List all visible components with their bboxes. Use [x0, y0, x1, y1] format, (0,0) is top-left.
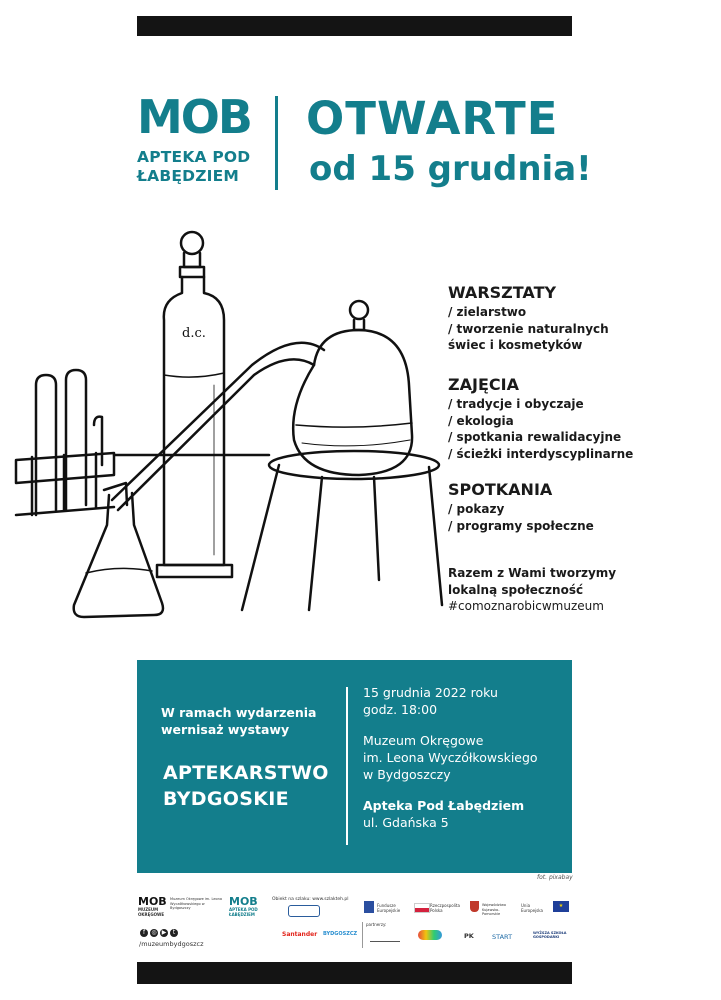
ue-text: Unia Europejska — [521, 903, 543, 913]
partner-logo-1 — [370, 933, 400, 942]
museum-line1: Muzeum Okręgowe — [363, 733, 484, 748]
event-intro-line2: wernisaż wystawy — [161, 722, 290, 737]
warsztaty-item: świec i kosmetyków — [448, 338, 583, 352]
museum-line3: w Bydgoszczy — [363, 767, 451, 782]
hashtag: #comoznarobicwmuzeum — [448, 599, 604, 613]
spotkania-title: SPOTKANIA — [448, 480, 553, 499]
venue-name: Apteka Pod Łabędziem — [363, 798, 525, 813]
santander-logo: Santander — [282, 931, 318, 938]
event-time: godz. 18:00 — [363, 702, 438, 717]
logo-subtitle-line2: ŁABĘDZIEM — [137, 167, 240, 185]
footer-divider — [362, 922, 363, 948]
twitter-icon[interactable]: t — [170, 929, 178, 937]
museum-line2: im. Leona Wyczółkowskiego — [363, 750, 538, 765]
poland-flag-icon — [414, 903, 430, 913]
cylinder-label: d.c. — [182, 326, 206, 341]
zajecia-item: / ścieżki interdyscyplinarne — [448, 446, 634, 461]
youtube-icon[interactable]: ▶ — [161, 929, 167, 936]
exhibition-title-line1: APTEKARSTWO — [163, 762, 329, 784]
rp-text: Rzeczpospolita Polska — [430, 903, 460, 913]
footer-apteka-logo: MOB APTEKA POD ŁABĘDZIEM — [229, 895, 258, 917]
social-handle[interactable]: /muzeumbydgoszcz — [139, 940, 204, 948]
headline — [306, 92, 592, 192]
razem-block — [448, 565, 616, 615]
razem-line1: Razem z Wami tworzymy — [448, 566, 617, 580]
warsztaty-title: WARSZTATY — [448, 283, 557, 302]
start-logo: START — [492, 933, 513, 941]
exhibition-title-line2: BYDGOSKIE — [163, 788, 289, 810]
zajecia-block — [448, 375, 633, 462]
warsztaty-block — [448, 283, 609, 354]
footer-mob-logo: MOB MUZEUM OKRĘGOWE — [138, 895, 167, 917]
mob-logo: MOB — [137, 90, 251, 144]
headline-date: od 15 grudnia! — [309, 149, 592, 189]
zajecia-item: / ekologia — [448, 413, 514, 428]
top-bar — [137, 16, 572, 36]
warsztaty-item: / tworzenie naturalnych — [448, 321, 609, 336]
logo-divider — [275, 96, 278, 190]
zajecia-title: ZAJĘCIA — [448, 375, 519, 394]
venue-address: ul. Gdańska 5 — [363, 815, 449, 830]
event-date: 15 grudnia 2022 roku — [363, 685, 498, 700]
szlak-text: Obiekt na szlaku: www.szlakteh.pl — [272, 897, 349, 902]
razem-line2: lokalną społeczność — [448, 582, 584, 597]
warsztaty-item: / zielarstwo — [448, 305, 527, 319]
info-divider — [346, 687, 348, 845]
szlak-logo — [288, 905, 320, 917]
logo-subtitle — [137, 148, 250, 186]
event-info-box — [137, 660, 572, 873]
test-tube-rack — [16, 370, 114, 515]
wsg-logo: WYŻSZA SZKOŁA GOSPODARKI — [533, 931, 567, 939]
spotkania-block — [448, 480, 594, 534]
photo-credit: fot. pixabay — [537, 874, 573, 881]
stoppered-cylinder — [157, 232, 232, 577]
social-icons — [140, 929, 190, 937]
event-intro — [161, 704, 316, 738]
pk-logo: PK — [464, 932, 474, 940]
event-intro-line1: W ramach wydarzenia — [161, 705, 317, 720]
footer-org-name: Muzeum Okręgowe im. Leona Wyczółkowskiego w Bydgoszczy — [170, 897, 222, 910]
kp-text: Województwo Kujawsko-Pomorskie — [482, 903, 506, 916]
logo-subtitle-line1: APTEKA POD — [137, 148, 251, 166]
instagram-icon[interactable]: ◎ — [151, 929, 157, 936]
facebook-icon[interactable]: f — [140, 929, 148, 937]
kp-crest-icon — [470, 901, 479, 912]
partner-logo-2 — [418, 930, 442, 940]
exhibition-title — [163, 760, 329, 812]
bydgoszcz-logo: BYDGOSZCZ — [323, 931, 358, 937]
bottom-bar — [137, 962, 572, 984]
eu-flag-icon: ★ — [553, 901, 569, 912]
event-details — [363, 684, 538, 831]
headline-open: OTWARTE — [306, 92, 559, 145]
spotkania-item: / pokazy — [448, 502, 505, 516]
fundusze-flag-icon — [364, 901, 374, 913]
lab-glassware-illustration — [14, 225, 454, 625]
zajecia-item: / tradycje i obyczaje — [448, 397, 584, 411]
partners-label: partnerzy: — [366, 922, 387, 927]
spotkania-item: / programy społeczne — [448, 518, 594, 533]
zajecia-item: / spotkania rewalidacyjne — [448, 430, 622, 444]
fundusze-text: Fundusze Europejskie — [377, 903, 401, 913]
